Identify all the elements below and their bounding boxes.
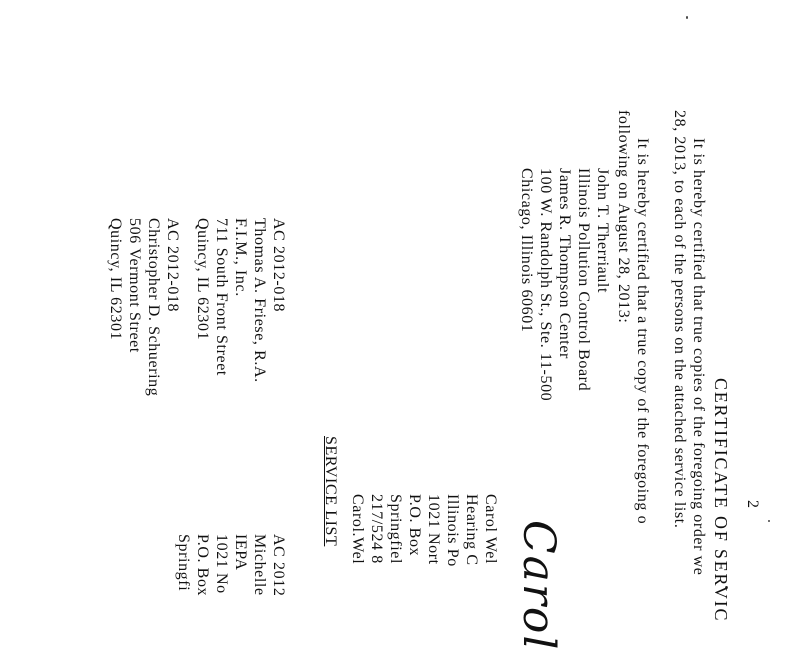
service-line: P.O. Box [194,534,211,597]
signer-line: Hearing C [463,494,480,566]
service-line: Michelle [251,534,268,596]
address-line: John T. Therriault [594,168,611,294]
service-line: 1021 No [213,534,230,594]
service-line: Quincy, IL 62301 [107,218,124,341]
service-line: AC 2012-018 [164,218,181,313]
service-line: IEPA [232,534,249,571]
signer-block [348,494,500,567]
signer-line: P.O. Box [406,494,423,557]
service-line: AC 2012-018 [270,218,287,313]
signer-line: 1021 Nort [425,494,442,565]
scan-speck [768,520,770,522]
signer-line: 217/524 8 [368,494,385,564]
paragraph-line: 28, 2013, to each of the persons on the attached service list. [671,110,688,529]
board-address [517,168,612,401]
certificate-title: CERTIFICATE OF SERVIC [711,378,731,623]
page-number: 2 [744,500,761,509]
handwritten-signature: Carol [513,520,564,652]
service-line: AC 2012 [270,534,287,597]
signer-line: Illinois Po [444,494,461,567]
service-line: F.I.M., Inc. [232,218,249,297]
service-line: 711 South Front Street [213,218,230,376]
service-line: Quincy, IL 62301 [194,218,211,341]
address-line: Illinois Pollution Control Board [575,168,592,392]
service-line: Springfi [175,534,192,592]
service-entry [193,218,288,383]
service-paragraph [670,110,708,576]
address-line: Chicago, Illinois 60601 [518,168,535,333]
service-line: Thomas A. Friese, R.A. [251,218,268,383]
service-line: 506 Vermont Street [126,218,143,353]
board-paragraph [614,110,652,524]
signer-line: Springfiel [387,494,404,564]
paragraph-line: It is hereby certified that a true copy of the foregoing o [634,138,651,525]
service-entry [174,534,288,596]
signer-line: Carol.Wel [349,494,366,565]
address-line: 100 W. Randolph St., Ste. 11-500 [537,168,554,402]
service-entry [106,218,182,396]
paragraph-line: following on August 28, 2013: [615,110,632,324]
signer-line: Carol Wel [482,494,499,565]
scan-speck [686,16,688,19]
service-line: Christopher D. Schuering [145,218,162,397]
service-list-heading: SERVICE LIST [322,436,339,547]
address-line: James R. Thompson Center [556,168,573,359]
paragraph-line: It is hereby certified that true copies of the foregoing order we [690,138,707,576]
